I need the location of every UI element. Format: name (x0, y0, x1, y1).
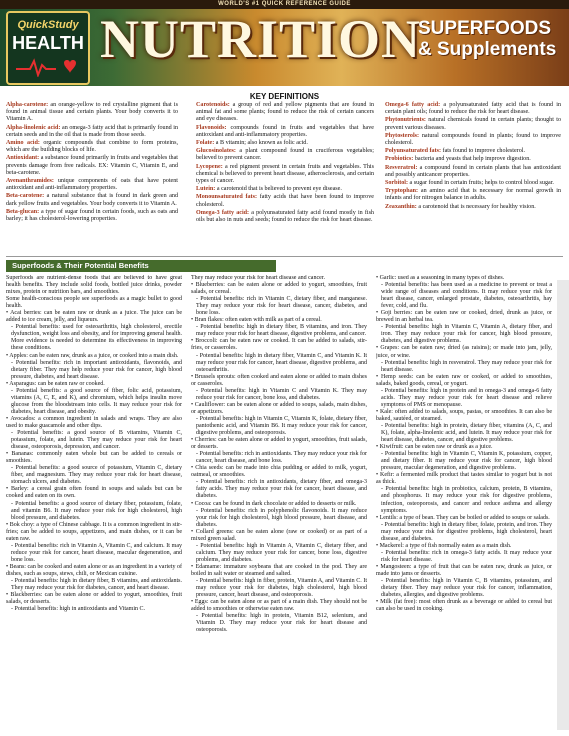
logo-health-text: HEALTH (12, 33, 84, 53)
definition-text: a polyunsaturated fatty acid that is found in certain plant oils; found to reduce the risk for heart disease. (385, 102, 561, 116)
food-entry: • Bran flakes: often eaten with milk as part of a cereal. (191, 317, 322, 324)
definition-text: a substance found primarily in fruits and vegetables that prevents damage from free radicals. EX: Vitamin C, Vitamin E, and beta-carotene. (6, 155, 178, 176)
definition-entry (196, 102, 374, 124)
food-entry: • Goji berries: can be eaten raw or cooked, dried, drunk as juice, or brewed in an herbal tea. (376, 310, 552, 324)
definition-term: Monounsaturated fats: (196, 194, 257, 201)
definition-text: a sugar found in certain fruits; helps to control blood sugar. (408, 180, 554, 187)
top-strip: WORLD'S #1 QUICK REFERENCE GUIDE (0, 0, 569, 9)
benefit-detail: - Potential benefits: high in dietary fiber, B vitamins, and iron. They may reduce your risk for heart disease, digestive problems, and cancer. (196, 324, 367, 338)
food-entry: • Kefir: a fermented milk product that tastes similar to yogurt but is not as thick. (376, 472, 552, 486)
definition-entry (6, 178, 178, 192)
benefit-detail: - Potential benefits: a good source of B vitamins, Vitamin C, potassium, folate, and lutein. They may reduce your risk for heart disease, osteoporosis, depression, and cancer. (11, 430, 182, 451)
definition-text: unique components of oats that have potent antioxidant and anti-inflammatory properties. (6, 178, 178, 192)
food-entry: Superfoods are nutrient-dense foods that are believed to have great health benefits. They include solid foods, bottled juice drinks, powder mixes, protein or nutrition bars, and smoothies. (6, 275, 182, 296)
benefit-detail: - Potential benefits: high in Vitamin C, B vitamins, potassium, and dietary fiber. They may reduce your risk for cancer, inflammation, diabetes, allergies, and digestive problems. (381, 578, 552, 599)
benefit-detail: - Potential benefits: high in protein and in omega-3 and omega-6 fatty acids. They may reduce your risk for heart disease and relieve symptoms of PMS or menopause. (381, 387, 552, 408)
quickstudy-logo (6, 11, 90, 85)
food-entry: • Avocados: a common ingredient in salads and wraps. They are also used to make guacamole and other dips. (6, 415, 182, 429)
food-entry: • Bok choy: a type of Chinese cabbage. It is a common ingredient in stir-fries; can be added to soups, appetizers, and main dishes, or it can be eaten raw. (6, 521, 182, 542)
definition-text: a type of sugar found in certain foods, such as oats and barley; it has cholesterol-lowering properties. (6, 208, 178, 223)
benefit-detail: - Potential benefits: high in Vitamin C, Vitamin K, folate, dietary fiber, pantothenic acid, and Vitamin B6. It may reduce your risk for cancer, digestive problems, and osteoporosis. (196, 415, 367, 437)
definition-term: Omega-6 fatty acid: (385, 102, 441, 108)
definitions-column-2 (196, 102, 374, 225)
definition-text: natural compounds found in plants; found to improve cholesterol. (385, 132, 561, 147)
benefit-detail: - Potential benefits: high in protein, Vitamin B12, selenium, and Vitamin D. They may reduce your risk for heart disease and osteoporosis. (196, 613, 367, 634)
definition-text: a natural substance that is found in dark green and dark yellow fruits and vegetables. Your body converts it to Vitamin A. (6, 193, 178, 207)
benefit-detail: - Potential benefits: high in Vitamin C and Vitamin K. They may reduce your risk for cancer, bone loss, and diabetes. (196, 387, 367, 401)
food-entry: • Kiwifruit: can be eaten raw or drunk as a juice. (376, 444, 493, 451)
food-entry: • Bananas: commonly eaten whole but can be added to cereals or smoothies. (6, 451, 182, 465)
definition-entry (385, 156, 561, 163)
definition-text: an omega-3 fatty acid that is primarily found in certain seeds and in the oil that is made from those seeds. (6, 124, 179, 138)
definition-text: organic compounds that combine to form proteins, which are the building blocks of life. (6, 140, 178, 154)
food-entry: • Acai berries: can be eaten raw or drunk as a juice. The juice can be added to ice cream, jelly, and liqueurs. (6, 310, 182, 324)
definition-term: Beta-glucan: (6, 208, 40, 215)
benefit-detail: - Potential benefits: rich in important antioxidants, flavonoids, and dietary fiber. They may help reduce your risk for cancer, high blood pressure, diabetes, and heart disease. (11, 359, 182, 380)
food-entry: • Lentils: a type of bean. They can be boiled or added to soups or salads. (376, 514, 550, 521)
definition-term: Lutein: (196, 186, 216, 193)
definition-entry (385, 102, 561, 116)
definition-term: Flavonoids: (196, 124, 227, 131)
food-entry: • Cauliflower: can be eaten alone or added to soups, salads, main dishes, or appetizers. (191, 401, 367, 415)
section-divider (6, 256, 563, 257)
side-tab (557, 280, 569, 730)
definition-text: a group of red and yellow pigments that are found in animal fat and some plants; found to reduce the risk of certain cancers and eye diseases. (196, 102, 374, 123)
food-entry: • Blackberries: can be eaten alone or added to yogurt, smoothies, fruit salads, or desserts. (6, 592, 182, 606)
food-entry: • Garlic: used as a seasoning in many types of dishes. (376, 275, 505, 281)
benefit-detail: - Potential benefits: high in Vitamin C, Vitamin K, potassium, copper, and dietary fiber. It may reduce your risk for cancer, high blood pressure, macular degeneration, and digestive problems. (381, 451, 552, 472)
food-entry: They may reduce your risk for heart disease and cancer. (191, 275, 325, 281)
definition-text: a polyunsaturated fatty acid found mostly in fish oils but also in nuts and seeds; found to reduce the risk for heart disease. (196, 209, 374, 224)
definition-entry (196, 140, 374, 147)
benefit-detail: - Potential benefits: high in probiotics, calcium, protein, B vitamins, and phosphorus. It may reduce your risk for digestive problems, infection, osteoporosis, and cancer and reduce asthma and allergy symptoms. (381, 486, 552, 514)
benefit-detail: - Potential benefits: used for osteoarthritis, high cholesterol, erectile dysfunction, weight loss and obesity, and for improving general health. More evidence is needed to determine its effectiveness in improving these conditions. (11, 324, 182, 352)
definition-entry (196, 148, 374, 162)
definition-text: an amino acid that is necessary for normal growth in infants and for nitrogen balance in adults. (385, 188, 561, 202)
definition-text: fatty acids that have been found to improve cholesterol. (196, 194, 374, 208)
food-entry: • Cocoa: can be found in dark chocolate or added to desserts or milk. (191, 500, 357, 507)
key-definitions (0, 90, 569, 250)
key-definitions-heading: KEY DEFINITIONS (249, 92, 320, 101)
definition-text: a red pigment present in certain fruits and vegetables. This chemical is believed to prevent heart disease, atherosclerosis, and certain types of cancer. (196, 163, 374, 185)
definition-entry (385, 117, 561, 131)
definition-entry (385, 133, 561, 147)
definition-term: Antioxidant: (6, 155, 40, 162)
benefit-detail: - Potential benefits: rich in Vitamin A, Vitamin C, and calcium. It may reduce your risk for cancer, heart disease, macular degeneration, and bone loss. (11, 542, 182, 563)
header-banner (0, 0, 569, 86)
definition-entry (385, 165, 561, 179)
definition-term: Polyunsaturated fats: (385, 148, 442, 155)
definition-entry (196, 164, 374, 186)
definition-entry (196, 194, 374, 208)
benefit-detail: - Potential benefits: rich in polyphenolic flavonoids. It may reduce your risk for high cholesterol, high blood pressure, heart disease, and diabetes. (196, 507, 367, 528)
definition-entry (196, 125, 374, 139)
definition-entry (385, 180, 561, 187)
benefit-detail: - Potential benefits: a good source of potassium, Vitamin C, dietary fiber, and magnesium. They may reduce your risk for heart disease, stomach ulcers, and diabetes. (11, 465, 182, 486)
food-entry: • Kale: often added to salads, soups, pastas, or smoothies. It can also be baked, sautéed, or steamed. (376, 408, 552, 422)
food-entry: • Chia seeds: can be made into chia pudding or added to milk, yogurt, oatmeal, or smoothies. (191, 465, 367, 479)
definition-term: Sorbitol: (385, 180, 409, 187)
definition-text: a B vitamin; also known as folic acid. (214, 140, 308, 147)
heartbeat-icon (16, 57, 80, 77)
definitions-column-1 (6, 102, 178, 224)
definition-entry (385, 188, 561, 202)
definition-term: Lycopene: (196, 163, 223, 170)
benefit-detail: - Potential benefits: high in protein, dietary fiber, vitamins (A, C, and K), folate, alpha-linolenic acid, and lutein. It may reduce your risk for heart disease, diabetes, cancer, and digestive problems. (381, 422, 552, 444)
definition-entry (6, 155, 178, 177)
benefit-detail: - Potential benefits: high in antioxidants and Vitamin C. (11, 606, 146, 613)
food-entry: • Brussels sprouts: often cooked and eaten alone or added to main dishes or casseroles. (191, 373, 367, 387)
definition-entry (6, 209, 178, 223)
definition-term: Carotenoids: (196, 102, 230, 108)
food-entry: • Broccoli: can be eaten raw or cooked. It can be added to salads, stir-fries, or casseroles. (191, 338, 367, 352)
definition-entry (6, 193, 178, 207)
benefit-detail: - Potential benefits: high in dietary fiber, Vitamin C, and Vitamin K. It may reduce your risk for cancer, heart disease, digestive problems, and osteoarthritis. (196, 352, 367, 373)
definition-term: Avenanthramides: (6, 178, 54, 185)
benefit-detail: - Potential benefits: high in Vitamin A, Vitamin C, dietary fiber, and calcium. They may reduce your risk for cancer, bone loss, digestive problems, and diabetes. (196, 542, 367, 563)
definition-term: Zeaxanthin: (385, 203, 417, 210)
definition-entry (6, 102, 178, 124)
section-heading: Superfoods & Their Potential Benefits (6, 260, 276, 272)
definitions-column-3 (385, 102, 561, 212)
definition-term: Omega-3 fatty acid: (196, 209, 250, 216)
definition-text: fats found to improve cholesterol. (441, 148, 525, 155)
logo-quickstudy-text: QuickStudy (17, 19, 79, 31)
definition-term: Folate: (196, 140, 215, 147)
benefit-detail: - Potential benefits: a good source of dietary fiber, potassium, folate, and vitamin B6. It may reduce your risk for high cholesterol, high blood pressure, and diabetes. (11, 500, 182, 521)
definition-term: Resveratrol: (385, 164, 418, 171)
benefits-column-3 (376, 275, 552, 731)
definition-entry (196, 210, 374, 224)
benefit-detail: - Potential benefits: high in Vitamin C, Vitamin A, dietary fiber, and iron. They may reduce your risk for cancer, high blood pressure, diabetes, and digestive problems. (381, 324, 552, 345)
benefit-detail: - Potential benefits: a good source of fiber, folic acid, potassium, vitamins (A, C, E, and K), and chromium, which helps insulin move glucose from the bloodstream into cells. It may reduce your risk for diabetes, heart disease, and obesity. (11, 387, 182, 415)
definition-term: Amino acid: (6, 140, 40, 147)
food-entry: Some health-conscious people see superfoods as a magic bullet to good health. (6, 296, 182, 310)
definition-entry (385, 204, 561, 211)
benefit-detail: - Potential benefits: high in fiber, protein, Vitamin A, and Vitamin C. It may reduce your risk for diabetes, high cholesterol, high blood pressure, cancer, heart disease, and osteoporosis. (196, 578, 367, 599)
food-entry: • Cherries: can be eaten alone or added to yogurt, smoothies, fruit salads, or desserts. (191, 437, 367, 451)
definition-term: Phytosterols: (385, 132, 420, 139)
food-entry: • Mangosteen: a type of fruit that can be eaten raw, drunk as juice, or made into jams or desserts. (376, 563, 552, 577)
benefit-detail: - Potential benefits: has been used as a medicine to prevent or treat a wide range of diseases and conditions. It may reduce your risk for heart disease, cancer, enlarged prostate, diabetes, osteoarthritis, hay fever, cold, and flu. (381, 282, 552, 310)
definition-term: Tryptophan: (385, 188, 419, 195)
definition-text: compounds found in fruits and vegetables that have antioxidant and anti-inflammatory properties. (196, 124, 374, 138)
definition-entry (6, 125, 178, 139)
food-entry: • Collard greens: can be eaten alone (raw or cooked) or as part of a mixed green salad. (191, 528, 367, 542)
food-entry: • Edamame: immature soybeans that are cooked in the pod. They are boiled in salt water or steamed and salted. (191, 563, 367, 577)
definition-term: Alpha-carotene: (6, 102, 49, 108)
definition-term: Phytonutrients: (385, 117, 426, 124)
food-entry: • Beans: can be cooked and eaten alone or as an ingredient in a variety of dishes, such as soups, stews, chili, or Mexican cuisine. (6, 563, 182, 577)
definition-term: Beta-carotene: (6, 193, 45, 200)
benefits-column-2 (191, 275, 367, 731)
food-entry: • Blueberries: can be eaten alone or added to yogurt, smoothies, fruit salads, or cereal. (191, 282, 367, 296)
subtitle-line-2: & Supplements (418, 39, 557, 60)
definition-text: a carotenoid that is necessary for healthy vision. (416, 203, 536, 210)
food-entry: • Grapes: can be eaten raw; dried (as raisins); or made into jam, jelly, juice, or wine. (376, 345, 552, 359)
page-title: NUTRITION (100, 9, 422, 69)
definition-text: natural chemicals found in certain plants; thought to prevent various diseases. (385, 117, 561, 131)
definition-entry (385, 148, 561, 155)
definition-term: Probiotics: (385, 156, 414, 163)
food-entry: • Asparagus: can be eaten raw or cooked. (6, 380, 105, 387)
benefit-detail: - Potential benefits: rich in Vitamin C, dietary fiber, and manganese. They may reduce your risk for heart disease, cancer, diabetes, and bone loss. (196, 296, 367, 317)
food-entry: • Mackerel: a type of fish normally eaten as a main dish. (376, 542, 512, 549)
definition-text: bacteria and yeasts that help improve digestion. (413, 156, 531, 163)
definition-text: a carotenoid that is believed to prevent eye disease. (215, 186, 342, 193)
definition-term: Glucosinolates: (196, 148, 236, 155)
benefits-column-1 (6, 275, 182, 731)
definition-entry (6, 140, 178, 154)
food-entry: • Eggs: can be eaten alone or as part of a main dish. They should not be added to smoothies or otherwise eaten raw. (191, 599, 367, 613)
benefit-detail: - Potential benefits: high in resveratrol. They may reduce your risk for heart disease. (381, 359, 552, 373)
benefit-detail: - Potential benefits: high in dietary fiber, B vitamins, and antioxidants. They may reduce your risk for diabetes, cancer, and heart disease. (11, 578, 182, 592)
definition-text: an orange-yellow to red crystalline pigment that is found in animal tissue and certain plants. Your body converts it to Vitamin A. (6, 102, 178, 123)
definition-text: a compound found in certain plants that has antioxidant and possibly anticancer properties. (385, 164, 561, 178)
definition-text: a plant compound found in cruciferous vegetables; believed to prevent cancer. (196, 148, 374, 162)
benefit-detail: - Potential benefits: high in dietary fiber, folate, protein, and iron. They may reduce your risk for digestive problems, high cholesterol, heart disease, and diabetes. (381, 521, 552, 542)
food-entry: • Hemp seeds: can be eaten raw or cooked, or added to smoothies, salads, baked goods, cereal, or yogurt. (376, 373, 552, 387)
food-entry: • Milk (fat free): most often drunk as a beverage or added to cereal but can also be used in cooking. (376, 599, 552, 613)
definition-term: Alpha-linolenic acid: (6, 124, 61, 131)
food-entry: • Apples: can be eaten raw, drunk as a juice, or cooked into a main dish. (6, 352, 179, 359)
benefit-detail: - Potential benefits: rich in antioxidants, dietary fiber, and omega-3 fatty acids. They may reduce your risk for cancer, heart disease, and diabetes. (196, 479, 367, 500)
page-subtitle (418, 18, 568, 60)
food-entry: • Barley: a cereal grain often found in soups and salads but can be cooked and eaten on its own. (6, 486, 182, 500)
benefit-detail: - Potential benefits: rich in antioxidants. They may reduce your risk for cancer, heart disease, and bone loss. (196, 451, 367, 465)
benefit-detail: - Potential benefits: rich in omega-3 fatty acids. It may reduce your risk for heart disease. (381, 549, 552, 563)
subtitle-line-1: SUPERFOODS (418, 18, 552, 39)
definition-entry (196, 186, 374, 193)
